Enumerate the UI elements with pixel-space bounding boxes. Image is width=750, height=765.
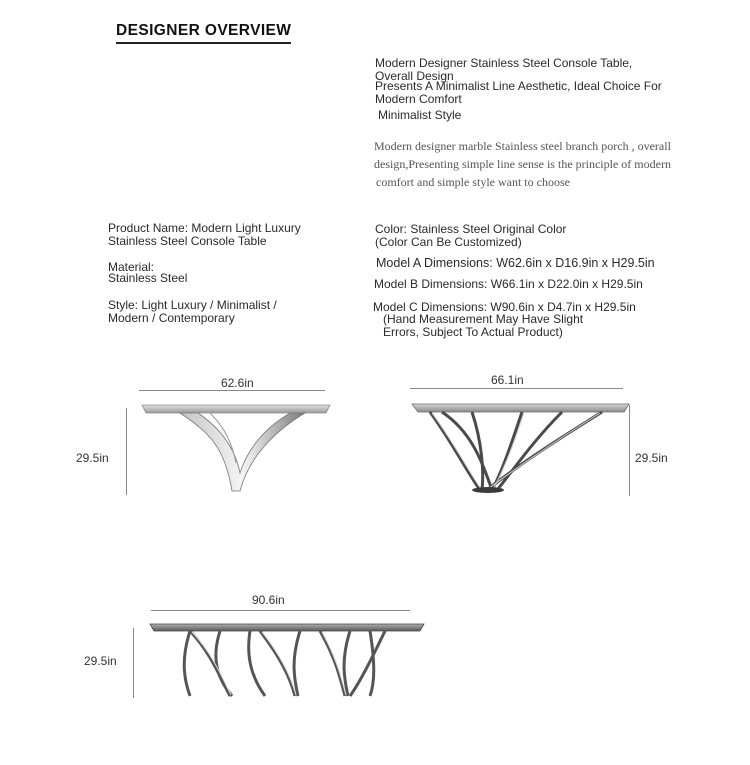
- model-c-dimensions: Model C Dimensions: W90.6in x D4.7in x H29.5in: [373, 300, 636, 314]
- table-b-illustration: [412, 402, 630, 494]
- diagram-c-height-line: [133, 628, 134, 698]
- table-c-illustration: [150, 622, 425, 700]
- intro-line-5: Minimalist Style: [378, 108, 462, 122]
- product-name-line-1: Product Name: Modern Light Luxury: [108, 221, 301, 235]
- intro-serif-line-1: Modern designer marble Stainless steel branch porch , overall: [374, 139, 671, 153]
- intro-serif-line-2: design,Presenting simple line sense is the principle of modern: [374, 157, 671, 171]
- color-line-1: Color: Stainless Steel Original Color: [375, 222, 567, 236]
- diagram-b-height-label: 29.5in: [635, 451, 668, 465]
- diagram-c-width-line: [151, 610, 410, 611]
- style-line-1: Style: Light Luxury / Minimalist /: [108, 298, 277, 312]
- intro-line-2: Overall Design: [375, 69, 454, 83]
- model-b-dimensions: Model B Dimensions: W66.1in x D22.0in x H29.5in: [374, 277, 643, 291]
- intro-serif-line-3: comfort and simple style want to choose: [376, 175, 570, 189]
- diagram-b-width-line: [410, 388, 623, 389]
- table-a-illustration: [140, 403, 335, 495]
- product-name-line-2: Stainless Steel Console Table: [108, 234, 267, 248]
- note-line-2: Errors, Subject To Actual Product): [383, 325, 563, 339]
- diagram-a-height-line: [126, 408, 127, 495]
- intro-line-4: Modern Comfort: [375, 92, 462, 106]
- page-heading: DESIGNER OVERVIEW: [116, 22, 291, 44]
- diagram-c-height-label: 29.5in: [84, 654, 117, 668]
- material-value: Stainless Steel: [108, 271, 188, 285]
- diagram-c-width-label: 90.6in: [252, 593, 285, 607]
- intro-line-1: Modern Designer Stainless Steel Console Table,: [375, 56, 633, 70]
- model-a-dimensions: Model A Dimensions: W62.6in x D16.9in x H29.5in: [376, 256, 655, 270]
- note-line-1: (Hand Measurement May Have Slight: [383, 312, 584, 326]
- style-line-2: Modern / Contemporary: [108, 311, 235, 325]
- color-line-2: (Color Can Be Customized): [375, 235, 522, 249]
- intro-line-3: Presents A Minimalist Line Aesthetic, Ideal Choice For: [375, 79, 662, 93]
- diagram-a-width-line: [139, 390, 325, 391]
- diagram-a-height-label: 29.5in: [76, 451, 109, 465]
- material-label: Material:: [108, 260, 155, 274]
- diagram-b-width-label: 66.1in: [491, 373, 524, 387]
- diagram-a-width-label: 62.6in: [221, 376, 254, 390]
